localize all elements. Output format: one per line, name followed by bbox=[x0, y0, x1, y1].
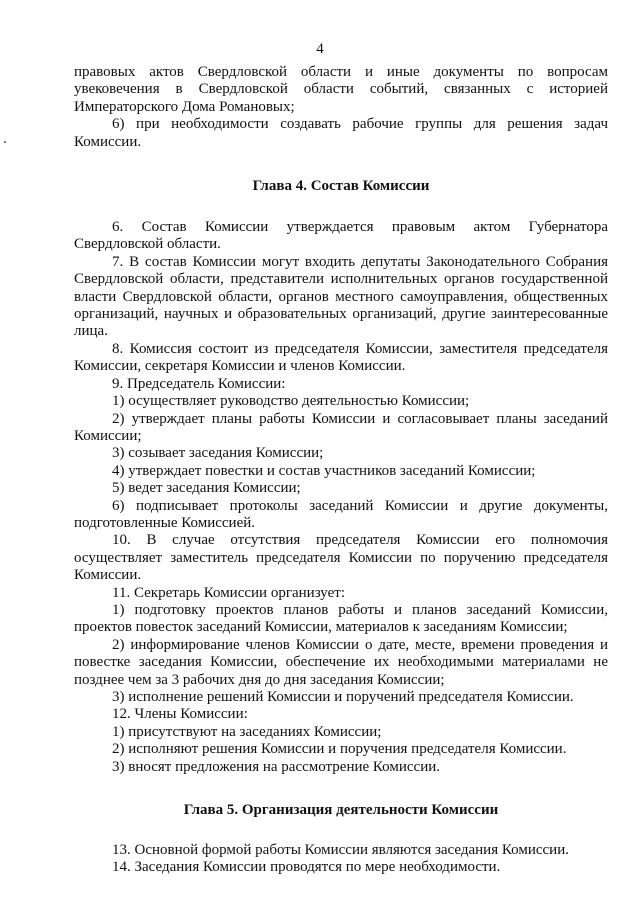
chapter-4-paragraph: 9. Председатель Комиссии: bbox=[112, 375, 286, 392]
chapter-4-paragraph: 3) вносят предложения на рассмотрение Комиссии. bbox=[112, 758, 441, 775]
chapter-4-paragraph: 2) информирование членов Комиссии о дате, месте, времени проведения и повестке заседания Комиссии, обеспечение их необходимыми материалами не позднее чем за 3 рабочих дня до дня заседания Комиссии; bbox=[74, 636, 608, 688]
document-body bbox=[74, 64, 608, 877]
chapter-4-paragraph: 6) подписывает протоколы заседаний Комиссии и другие документы, подготовленные Комиссией. bbox=[74, 497, 608, 531]
chapter-4-heading: Глава 4. Состав Комиссии bbox=[252, 178, 430, 195]
chapter-5-heading: Глава 5. Организация деятельности Комиссии bbox=[183, 802, 499, 819]
chapter-4-paragraph: 1) подготовку проектов планов работы и планов заседаний Комиссии, проектов повесток заседаний Комиссии, материалов к заседаниям Комиссии; bbox=[74, 601, 608, 636]
chapter-5-paragraph: 13. Основной формой работы Комиссии являются заседания Комиссии. bbox=[112, 842, 569, 859]
chapter-4-paragraph: 12. Члены Комиссии: bbox=[112, 706, 248, 723]
chapter-4-paragraph: 11. Секретарь Комиссии организует: bbox=[112, 584, 345, 601]
chapter-4-paragraph: 7. В состав Комиссии могут входить депутаты Законодательного Собрания Свердловской области, представители исполнительных органов государственной власти Свердловской области, органов местного самоуправления, общественных организаций, научных и образовательных организаций, другие заинтересованные лица. bbox=[74, 253, 608, 340]
page-number: 4 bbox=[316, 41, 324, 57]
chapter-4-paragraph: 5) ведет заседания Комиссии; bbox=[112, 480, 301, 497]
chapter-4-paragraph: 3) созывает заседания Комиссии; bbox=[112, 445, 324, 462]
chapter-4-paragraph: 8. Комиссия состоит из председателя Комиссии, заместителя председателя Комиссии, секретаря Комиссии и членов Комиссии. bbox=[74, 340, 608, 375]
chapter-4-paragraph: 2) исполняют решения Комиссии и поручения председателя Комиссии. bbox=[112, 741, 567, 758]
chapter-5-paragraph: 14. Заседания Комиссии проводятся по мере необходимости. bbox=[112, 859, 501, 876]
chapter-4-paragraph: 1) присутствуют на заседаниях Комиссии; bbox=[112, 723, 382, 740]
chapter-4-paragraph: 1) осуществляет руководство деятельностью Комиссии; bbox=[112, 393, 470, 410]
chapter-4-paragraph: 4) утверждает повестки и состав участников заседаний Комиссии; bbox=[112, 462, 536, 479]
intro-item-6-paragraph: 6) при необходимости создавать рабочие группы для решения задач Комиссии. bbox=[74, 116, 608, 150]
intro-continuation-paragraph: правовых актов Свердловской области и иные документы по вопросам увековечения в Свердловской области событий, связанных с историей Императорского Дома Романовых; bbox=[74, 64, 608, 115]
margin-mark bbox=[4, 141, 6, 143]
chapter-4-paragraph: 3) исполнение решений Комиссии и поручений председателя Комиссии. bbox=[112, 689, 574, 705]
chapter-4-paragraph: 6. Состав Комиссии утверждается правовым актом Губернатора Свердловской области. bbox=[74, 219, 608, 253]
chapter-4-paragraph: 10. В случае отсутствия председателя Комиссии его полномочия осуществляет заместитель председателя Комиссии по поручению председателя Комиссии. bbox=[74, 532, 608, 584]
chapter-4-paragraph: 2) утверждает планы работы Комиссии и согласовывает планы заседаний Комиссии; bbox=[74, 410, 608, 444]
